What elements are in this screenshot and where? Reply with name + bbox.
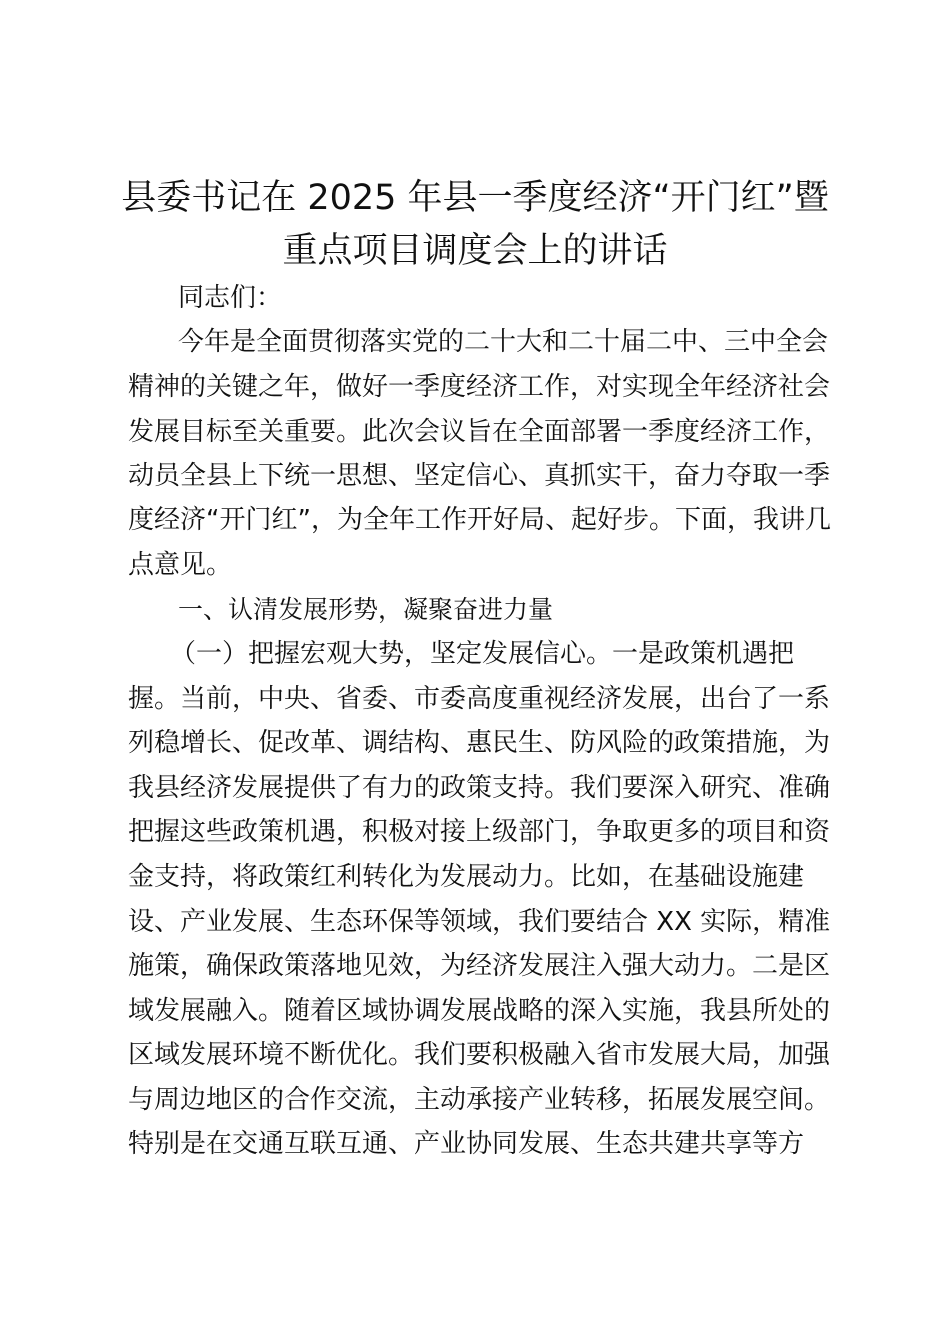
paragraph-line: 动员全县上下统一思想、坚定信心、真抓实干，奋力夺取一季 — [128, 461, 831, 491]
paragraph-line: 设、产业发展、生态环保等领域，我们要结合 XX 实际，精准 — [128, 907, 831, 937]
paragraph-line: 金支持，将政策红利转化为发展动力。比如，在基础设施建 — [128, 862, 805, 892]
paragraph-line: 特别是在交通互联互通、产业协同发展、生态共建共享等方 — [128, 1129, 805, 1159]
paragraph-line: 精神的关键之年，做好一季度经济工作，对实现全年经济社会 — [128, 372, 831, 402]
paragraph-line: 把握这些政策机遇，积极对接上级部门，争取更多的项目和资 — [128, 817, 831, 847]
paragraph-line: （一）把握宏观大势，坚定发展信心。一是政策机遇把 — [170, 639, 795, 669]
paragraph-line: 与周边地区的合作交流，主动承接产业转移，拓展发展空间。 — [128, 1085, 831, 1115]
paragraph-line: 握。当前，中央、省委、市委高度重视经济发展，出台了一系 — [128, 684, 831, 714]
salutation: 同志们： — [178, 283, 283, 313]
paragraph-line: 区域发展环境不断优化。我们要积极融入省市发展大局，加强 — [128, 1040, 831, 1070]
paragraph-line: 发展目标至关重要。此次会议旨在全面部署一季度经济工作， — [128, 417, 831, 447]
paragraph-line: 施策，确保政策落地见效，为经济发展注入强大动力。二是区 — [128, 951, 831, 981]
paragraph-line: 我县经济发展提供了有力的政策支持。我们要深入研究、准确 — [128, 773, 831, 803]
document-title-line-2: 重点项目调度会上的讲话 — [282, 231, 668, 271]
paragraph-line: 列稳增长、促改革、调结构、惠民生、防风险的政策措施，为 — [128, 728, 831, 758]
paragraph-line: 域发展融入。随着区域协调发展战略的深入实施，我县所处的 — [128, 996, 831, 1026]
paragraph-line: 点意见。 — [128, 550, 233, 580]
document-title-line-1: 县委书记在 2025 年县一季度经济“开门红”暨 — [121, 178, 829, 218]
paragraph-line: 今年是全面贯彻落实党的二十大和二十届二中、三中全会 — [178, 327, 829, 357]
section-heading: 一、认清发展形势，凝聚奋进力量 — [178, 595, 554, 624]
paragraph-line: 度经济“开门红”，为全年工作开好局、起好步。下面，我讲几 — [128, 505, 831, 535]
